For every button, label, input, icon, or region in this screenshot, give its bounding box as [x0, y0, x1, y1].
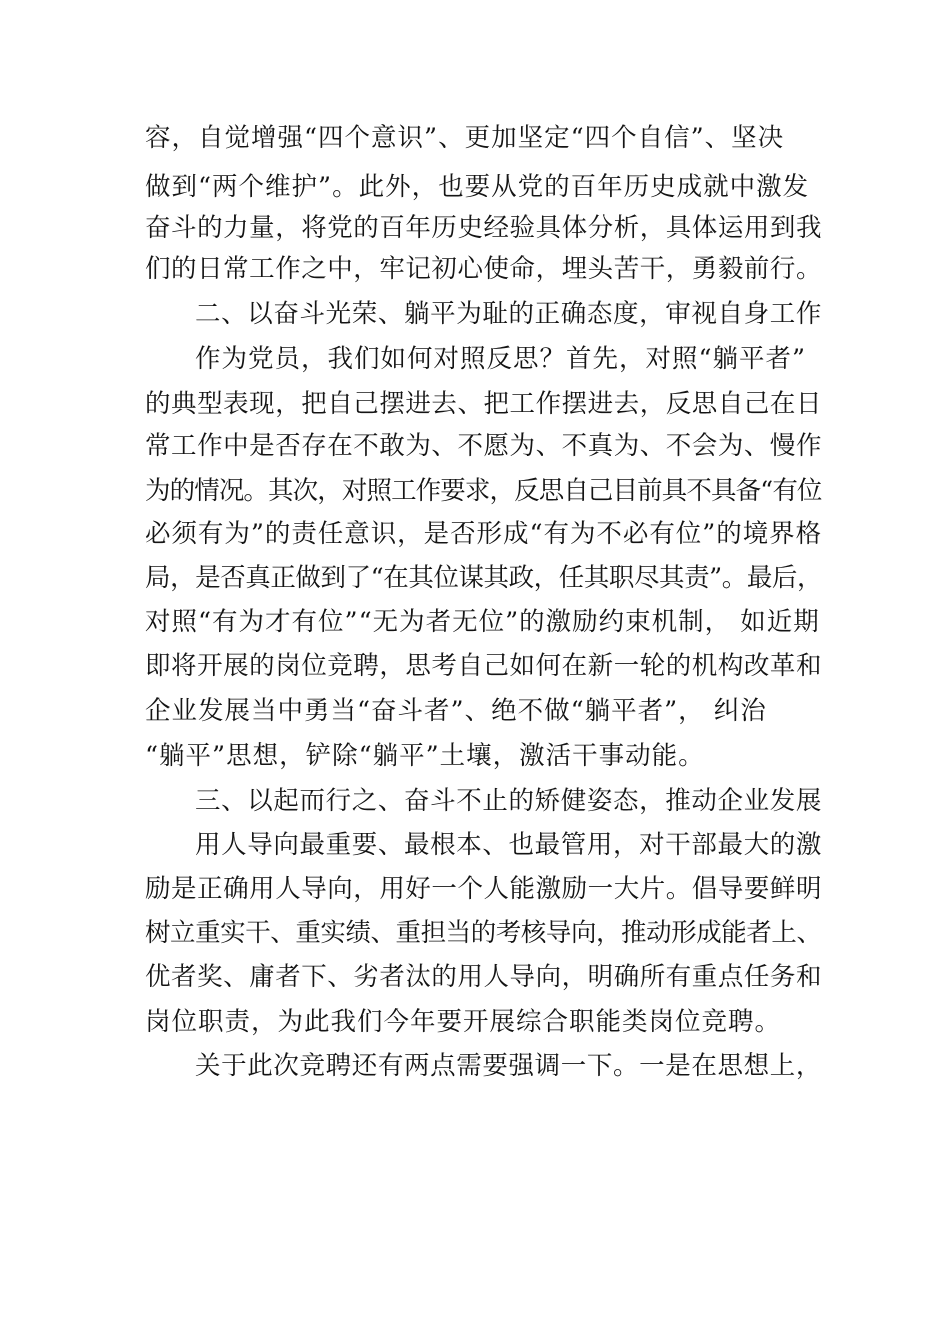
text-line: 常工作中是否存在不敢为、不愿为、不真为、不会为、慢作 [145, 431, 823, 461]
text-line: “躺平”思想，铲除“躺平”土壤，激活干事动能。 [145, 741, 705, 771]
text-line: 对照“有为才有位”“无为者无位”的激励约束机制， 如近期 [145, 607, 820, 637]
text-line: 们的日常工作之中，牢记初心使命，埋头苦干，勇毅前行。 [145, 254, 823, 284]
text-line: 树立重实干、重实绩、重担当的考核导向，推动形成能者上、 [145, 918, 822, 948]
text-line: 优者奖、庸者下、劣者汰的用人导向，明确所有重点任务和 [145, 962, 823, 992]
text-line: 必须有为”的责任意识，是否形成“有为不必有位”的境界格 [145, 519, 823, 549]
text-line: 即将开展的岗位竞聘，思考自己如何在新一轮的机构改革和 [145, 651, 823, 681]
section-heading-3: 三、以起而行之、奋斗不止的矫健姿态，推动企业发展 [195, 786, 823, 816]
text-line: 用人导向最重要、最根本、也最管用，对干部最大的激 [195, 830, 823, 860]
text-line: 关于此次竞聘还有两点需要强调一下。一是在思想上， [195, 1051, 823, 1081]
text-line: 容，自觉增强“四个意识”、更加坚定“四个自信”、坚决 [145, 123, 785, 153]
text-line: 奋斗的力量，将党的百年历史经验具体分析，具体运用到我 [145, 213, 823, 243]
text-line: 作为党员，我们如何对照反思？首先，对照“躺平者” [195, 344, 807, 374]
text-line: 岗位职责，为此我们今年要开展综合职能类岗位竞聘。 [145, 1007, 782, 1037]
text-line: 的典型表现，把自己摆进去、把工作摆进去，反思自己在日 [145, 389, 823, 419]
text-line: 企业发展当中勇当“奋斗者”、绝不做“躺平者”， 纠治 [145, 696, 767, 726]
text-line: 做到“两个维护”。此外，也要从党的百年历史成就中激发 [145, 172, 810, 202]
section-heading-2: 二、以奋斗光荣、躺平为耻的正确态度，审视自身工作 [195, 299, 823, 329]
text-line: 局，是否真正做到了“在其位谋其政，任其职尽其责”。最后， [145, 563, 823, 593]
text-line: 励是正确用人导向，用好一个人能激励一大片。倡导要鲜明 [145, 874, 823, 904]
text-line: 为的情况。其次，对照工作要求，反思自己目前具不具备“有位 [145, 476, 822, 506]
